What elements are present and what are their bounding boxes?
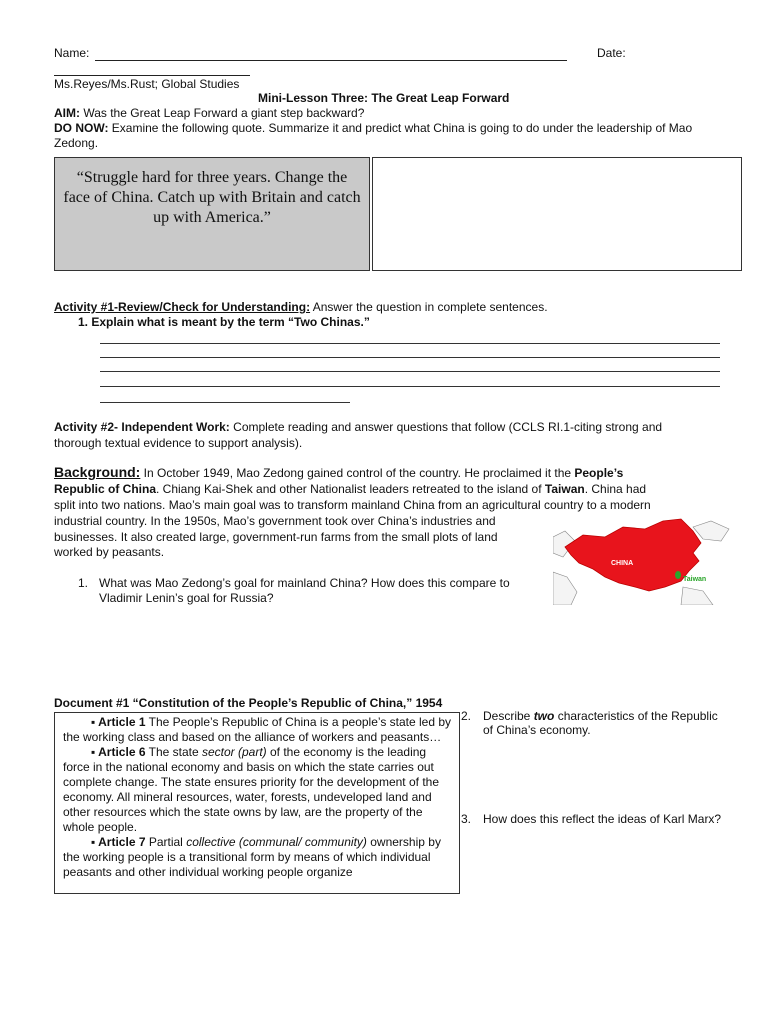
activity2-heading — [54, 420, 754, 434]
date-field[interactable] — [54, 75, 250, 76]
answer-line[interactable] — [100, 371, 720, 372]
question-2-text-b: characteristics of the Republic — [554, 709, 718, 723]
do-now-answer-box[interactable] — [372, 157, 742, 271]
activity1-question: 1. Explain what is meant by the term “Two Chinas.” — [78, 315, 370, 329]
article-6-label: ▪ Article 6 — [91, 745, 146, 759]
do-now-line — [54, 121, 754, 135]
background-line-3: split into two nations. Mao’s main goal was to transform mainland China from an agricultural country to a modern — [54, 498, 651, 512]
do-now-text: Examine the following quote. Summarize it and predict what China is going to do under the leadership of Mao — [108, 121, 693, 135]
background-text: . Chiang Kai-Shek and other Nationalist leaders retreated to the island of — [156, 482, 545, 496]
article-1-label: ▪ Article 1 — [91, 715, 146, 729]
aim-text: Was the Great Leap Forward a giant step backward? — [80, 106, 365, 120]
question-2-emphasis: two — [533, 709, 555, 723]
question-1-text: What was Mao Zedong’s goal for mainland China? How does this compare to — [99, 576, 510, 590]
answer-line[interactable] — [100, 386, 720, 387]
article-7 — [63, 835, 453, 880]
do-now-line-2: Zedong. — [54, 136, 99, 150]
activity1-heading — [54, 300, 548, 314]
article-6-text-2: of the economy is the leading force in the national economy and basis on which the state carries out complete change. The state ensures priority for the development of the economy. All mineral resources, water, forests, undeveloped land and other resources which the state owns by law, are the property of the whole people. — [63, 745, 439, 834]
background-line-4: industrial country. In the 1950s, Mao’s government took over China’s industries and — [54, 514, 496, 528]
background-line-5: businesses. It also created large, government-run farms from the small plots of land — [54, 530, 498, 544]
aim-label: AIM: — [54, 106, 80, 120]
article-7-text: Partial — [145, 835, 187, 849]
article-7-italic: collective (communal/ community) — [186, 835, 367, 849]
article-6 — [63, 745, 453, 835]
article-1 — [63, 715, 453, 745]
name-field[interactable] — [95, 60, 567, 61]
document1-box — [54, 712, 460, 894]
china-map — [553, 517, 738, 605]
answer-line[interactable] — [100, 357, 720, 358]
activity1-instruction: Answer the question in complete sentences. — [310, 300, 548, 314]
article-7-label: ▪ Article 7 — [91, 835, 146, 849]
article-1-text: The People’s Republic of China is a people’s state led by the working class and based on the alliance of workers and peasants… — [63, 715, 452, 744]
question-1-number: 1. — [78, 576, 89, 590]
answer-line[interactable] — [100, 402, 350, 403]
question-1-text-2: Vladimir Lenin’s goal for Russia? — [99, 591, 274, 605]
quote-text: “Struggle hard for three years. Change the face of China. Catch up with Britain and catch up with America.” — [63, 169, 361, 226]
background-text: . China had — [584, 482, 647, 496]
activity2-instruction: Complete reading and answer questions that follow (CCLS RI.1-citing strong and — [229, 420, 663, 434]
page-title: Mini-Lesson Three: The Great Leap Forward — [258, 91, 510, 105]
background-bold: Republic of China — [54, 482, 156, 496]
aim-line — [54, 106, 364, 120]
answer-line[interactable] — [100, 343, 720, 344]
taiwan-region — [675, 571, 681, 579]
teachers-line: Ms.Reyes/Ms.Rust; Global Studies — [54, 77, 240, 91]
do-now-label: DO NOW: — [54, 121, 109, 135]
background-bold: People’s — [574, 466, 624, 480]
question-3-number: 3. — [461, 812, 472, 826]
article-6-text: The state — [145, 745, 202, 759]
question-2-number: 2. — [461, 709, 472, 723]
activity2-instruction-2: thorough textual evidence to support analysis). — [54, 436, 303, 450]
article-7-text-2: ownership by the working people is a transitional form by means of which individual peasants and other individual working people organize — [63, 835, 441, 879]
question-2-text-2: of China’s economy. — [483, 723, 591, 737]
question-3-text: How does this reflect the ideas of Karl Marx? — [483, 812, 722, 826]
background-text: In October 1949, Mao Zedong gained control of the country. He proclaimed it the — [140, 466, 575, 480]
taiwan-map-label: Taiwan — [683, 576, 707, 583]
activity1-label: Activity #1-Review/Check for Understanding: — [54, 300, 311, 314]
name-label: Name: — [54, 46, 90, 60]
china-map-graphic — [553, 517, 738, 605]
quote-box — [54, 157, 370, 271]
background-para-2 — [54, 482, 754, 496]
background-para-1 — [54, 464, 754, 481]
question-2-text-a: Describe — [483, 709, 534, 723]
document1-title: Document #1 “Constitution of the People’s Republic of China,” 1954 — [54, 696, 443, 710]
background-line-6: worked by peasants. — [54, 545, 165, 559]
article-6-italic: sector (part) — [201, 745, 267, 759]
background-label: Background: — [54, 464, 141, 480]
date-label: Date: — [597, 46, 626, 60]
question-2-text — [483, 709, 718, 723]
activity2-label: Activity #2- Independent Work: — [54, 420, 230, 434]
background-bold: Taiwan — [544, 482, 585, 496]
china-map-label: CHINA — [611, 560, 634, 567]
